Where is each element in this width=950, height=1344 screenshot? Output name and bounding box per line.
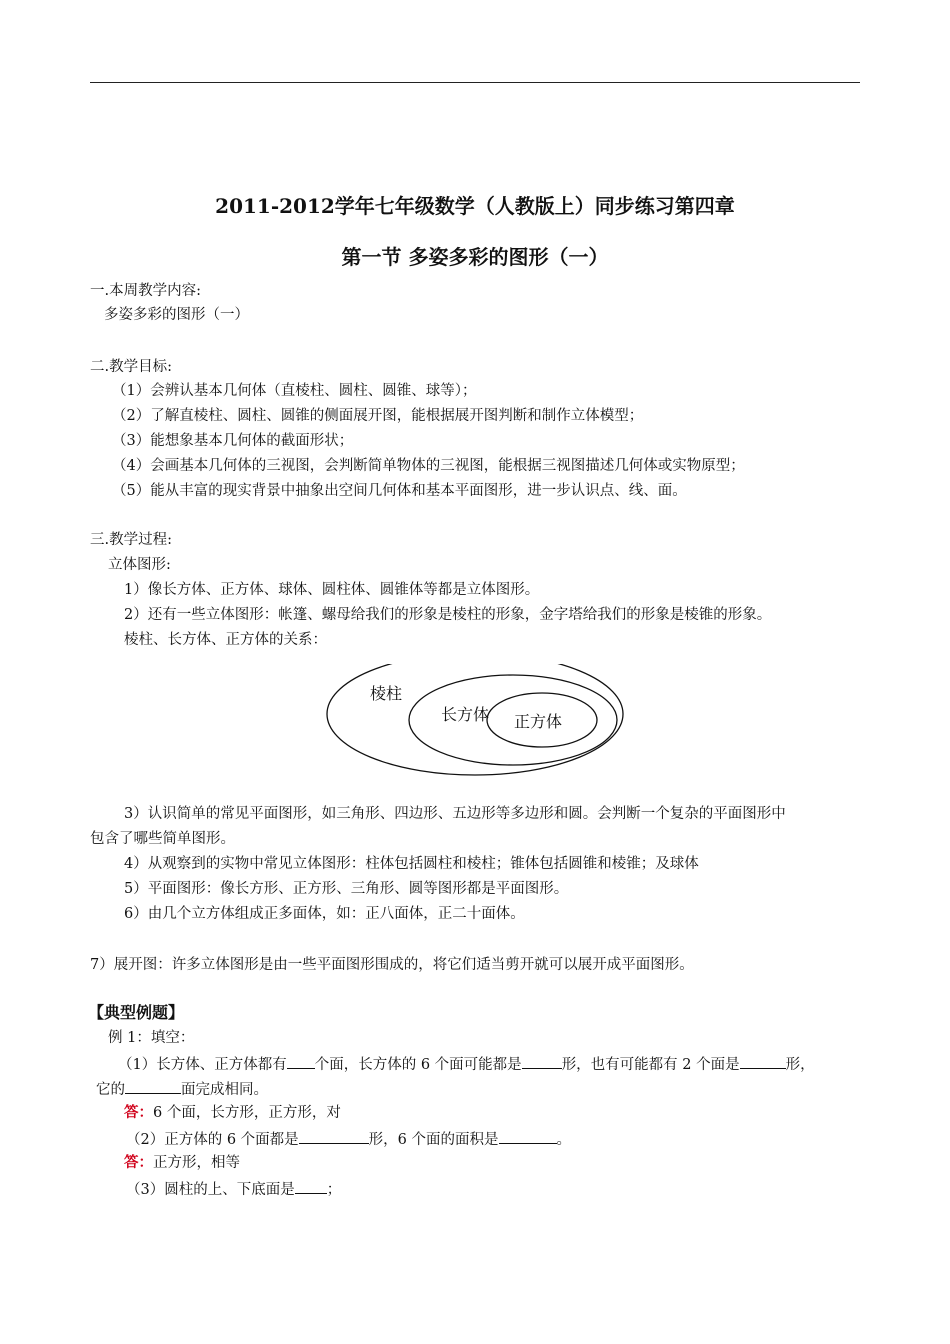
question-1: （1）长方体、正方体都有 个面，长方体的 6 个面可能都是 形，也有可能都有 2 个面是 形， [118, 1053, 815, 1075]
blank-field [287, 1053, 315, 1069]
blank-field [740, 1053, 786, 1069]
blank-field [522, 1053, 562, 1069]
answer-2: 答：正方形，相等 [124, 1154, 240, 1171]
section3-heading: 三.教学过程: [90, 532, 172, 548]
objective-item: （3）能想象基本几何体的截面形状； [112, 433, 354, 449]
process-paragraph: 1）像长方体、正方体、球体、圆柱体、圆锥体等都是立体图形。 [124, 582, 540, 598]
examples-heading: 【典型例题】 [88, 1003, 185, 1022]
answer-label: 答： [124, 1154, 153, 1171]
process-paragraph: 2）还有一些立体图形：帐篷、螺母给我们的形象是棱柱的形象，金字塔给我们的形象是棱锥的形象。 [124, 607, 772, 623]
section3-subheading: 立体图形: [108, 557, 171, 573]
answer-label: 答： [124, 1104, 153, 1121]
blank-field [299, 1128, 369, 1144]
venn-diagram [310, 664, 640, 794]
process-paragraph: 6）由几个立方体组成正多面体，如：正八面体，正二十面体。 [124, 906, 525, 922]
question-1-cont: 它的 面完成相同。 [96, 1078, 268, 1100]
page-title: 2011-2012学年七年级数学（人教版上）同步练习第四章 [215, 194, 735, 218]
prism-label: 棱柱 [370, 684, 403, 703]
answer-1: 答：6 个面，长方形，正方形，对 [124, 1104, 341, 1121]
section2-heading: 二.教学目标: [90, 359, 172, 375]
relation-caption: 棱柱、长方体、正方体的关系： [124, 632, 327, 648]
section-title: 第一节 多姿多彩的图形（一） [341, 245, 609, 269]
process-paragraph: 7）展开图：许多立体图形是由一些平面图形围成的，将它们适当剪开就可以展开成平面图形。 [90, 957, 694, 973]
process-paragraph: 5）平面图形：像长方形、正方形、三角形、圆等图形都是平面图形。 [124, 881, 569, 897]
blank-field [499, 1128, 557, 1144]
blank-field [125, 1078, 181, 1094]
example1-label: 例 1：填空： [108, 1030, 195, 1046]
question-3: （3）圆柱的上、下底面是 ； [126, 1178, 341, 1200]
process-paragraph: 包含了哪些简单图形。 [90, 831, 235, 847]
blank-field [295, 1178, 327, 1194]
process-paragraph: 4）从观察到的实物中常见立体图形：柱体包括圆柱和棱柱；锥体包括圆锥和棱锥；及球体 [124, 856, 699, 872]
process-paragraph: 3）认识简单的常见平面图形，如三角形、四边形、五边形等多边形和圆。会判断一个复杂的平面图形中 [124, 806, 786, 822]
objective-item: （4）会画基本几何体的三视图，会判断简单物体的三视图，能根据三视图描述几何体或实物原型； [112, 458, 745, 474]
section1-heading: 一.本周教学内容: [90, 283, 201, 299]
objective-item: （1）会辨认基本几何体（直棱柱、圆柱、圆锥、球等）； [112, 383, 477, 399]
objective-item: （2）了解直棱柱、圆柱、圆锥的侧面展开图，能根据展开图判断和制作立体模型； [112, 408, 644, 424]
cuboid-label: 长方体 [441, 705, 490, 724]
header-rule [90, 82, 860, 83]
cube-label: 正方体 [514, 712, 563, 731]
question-2: （2）正方体的 6 个面都是 形，6 个面的面积是 。 [126, 1128, 571, 1150]
section1-content: 多姿多彩的图形（一） [104, 307, 249, 323]
objective-item: （5）能从丰富的现实背景中抽象出空间几何体和基本平面图形，进一步认识点、线、面。 [112, 483, 687, 499]
